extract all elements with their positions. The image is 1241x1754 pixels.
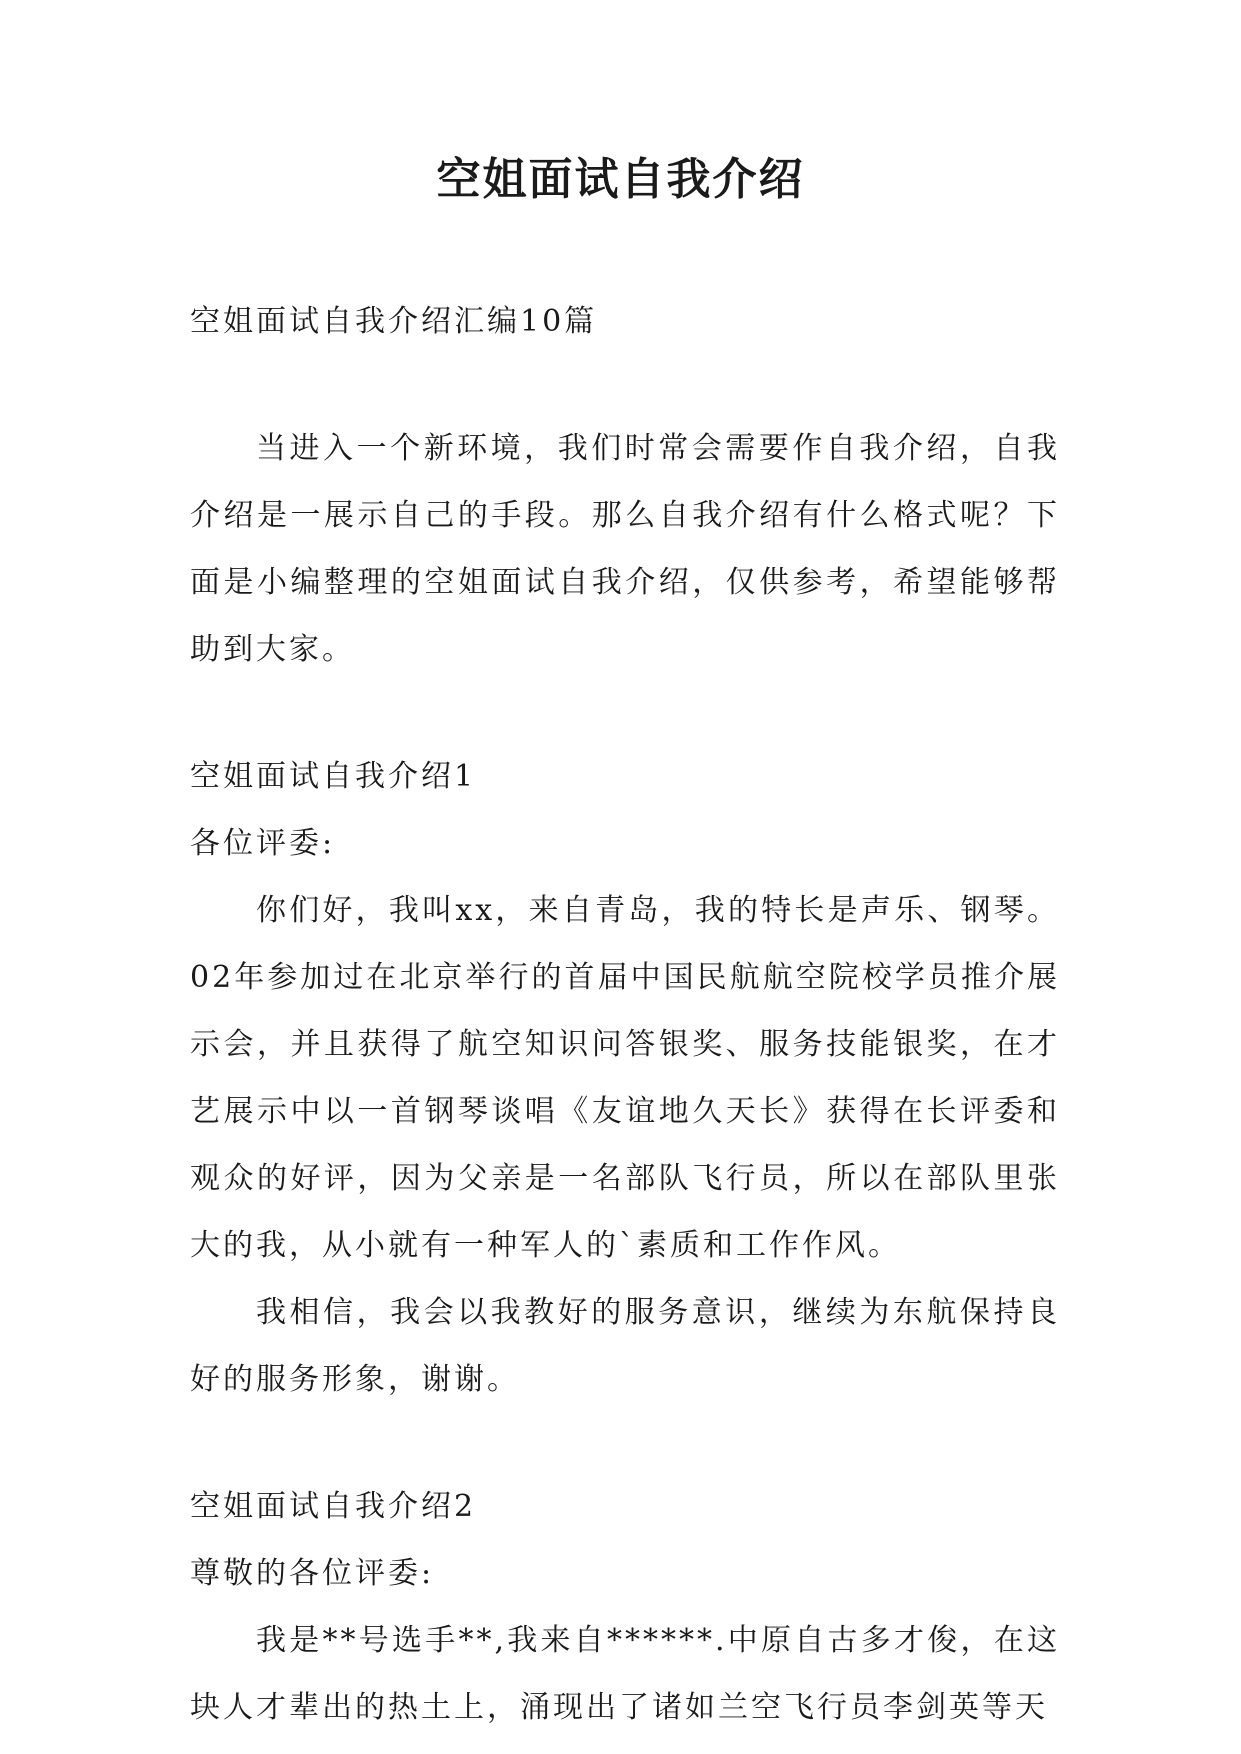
document-title: 空姐面试自我介绍 <box>436 154 805 205</box>
section-heading-2: 空姐面试自我介绍2 <box>190 1489 477 1524</box>
section-1-paragraph-2: 我相信，我会以我教好的服务意识，继续为东航保持良好的服务形象，谢谢。 <box>190 1295 1060 1397</box>
section-2-paragraph-1: 我是**号选手**,我来自******.中原自古多才俊，在这块人才辈出的热土上，涌现出了诸如兰空飞行员李剑英等天 <box>190 1623 1060 1725</box>
document-body <box>190 288 1060 1741</box>
spacer <box>190 683 1060 743</box>
section-salutation-2: 尊敬的各位评委: <box>190 1556 435 1591</box>
intro-paragraph: 当进入一个新环境，我们时常会需要作自我介绍，自我介绍是一展示自己的手段。那么自我介绍有什么格式呢？下面是小编整理的空姐面试自我介绍，仅供参考，希望能够帮助到大家。 <box>190 431 1060 667</box>
section-1-paragraph-1: 你们好，我叫xx，来自青岛，我的特长是声乐、钢琴。02年参加过在北京举行的首届中国民航航空院校学员推介展示会，并且获得了航空知识问答银奖、服务技能银奖，在才艺展示中以一首钢琴谈唱《友谊地久天长》获得在长评委和观众的好评，因为父亲是一名部队飞行员，所以在部队里张大的我，从小就有一种军人的`素质和工作作风。 <box>190 893 1060 1263</box>
section-salutation-1: 各位评委: <box>190 826 336 861</box>
spacer <box>190 355 1060 415</box>
document-subtitle: 空姐面试自我介绍汇编10篇 <box>190 304 598 339</box>
spacer <box>190 1413 1060 1473</box>
section-heading-1: 空姐面试自我介绍1 <box>190 759 477 794</box>
